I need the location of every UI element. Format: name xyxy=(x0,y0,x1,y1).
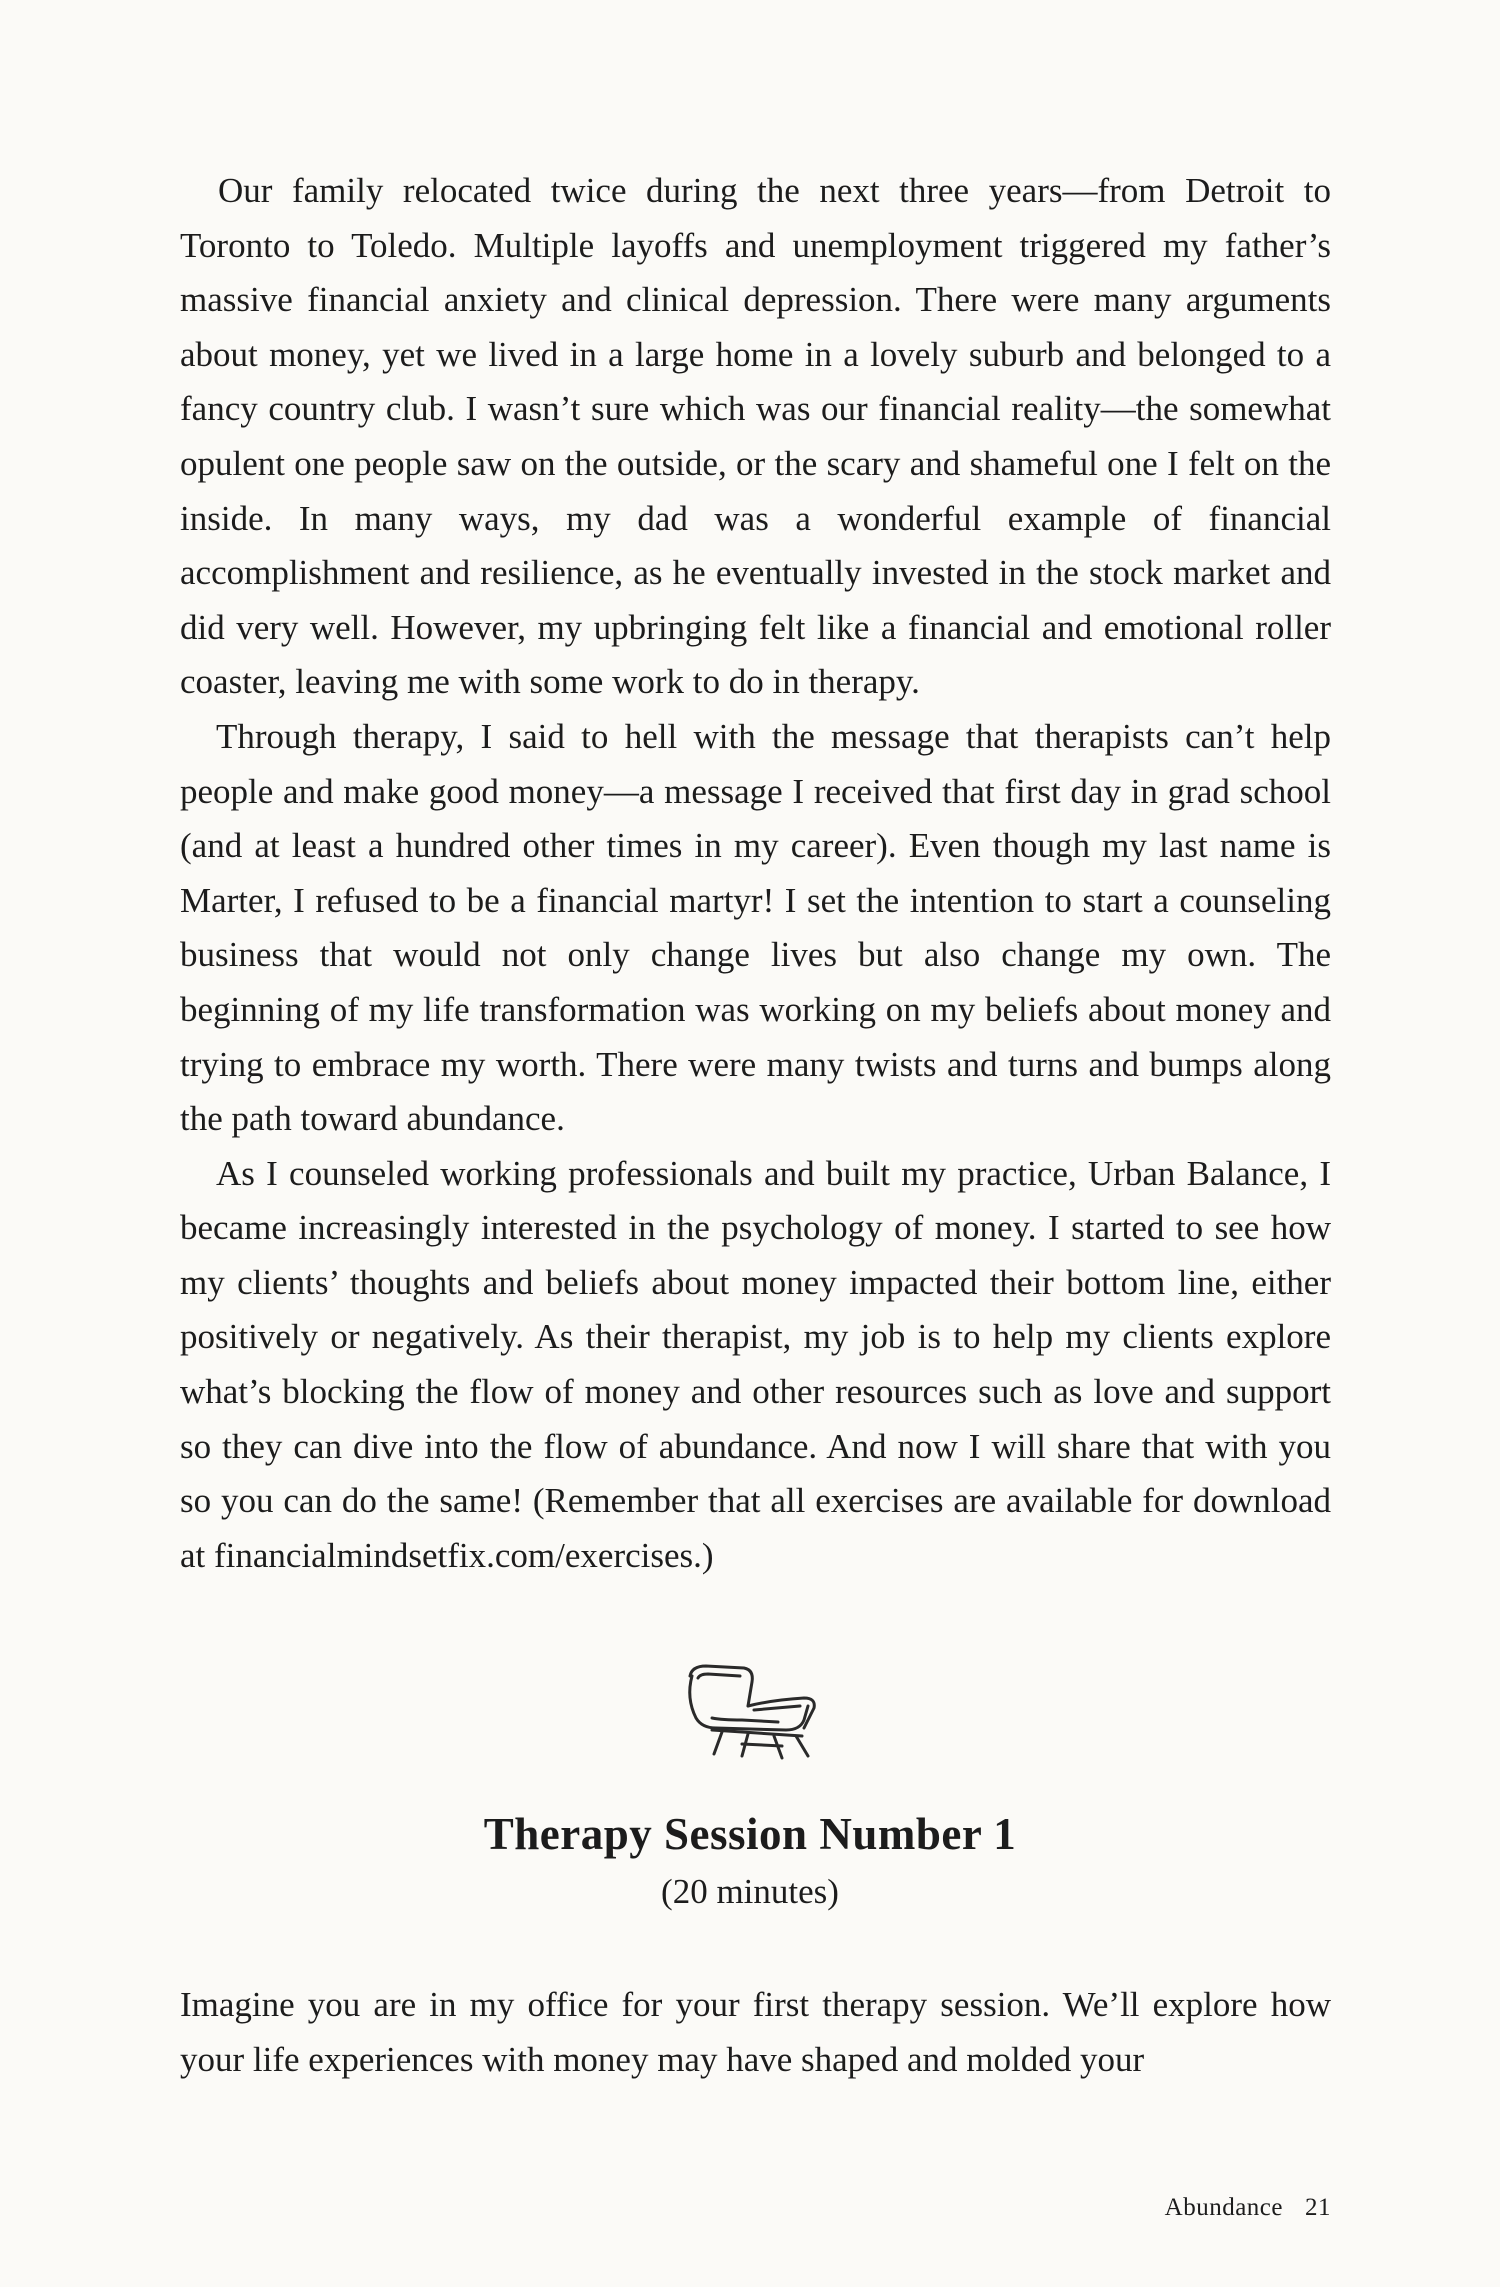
armchair-icon xyxy=(682,1658,830,1768)
running-section-title: Abundance xyxy=(1164,2194,1283,2221)
session-intro-block xyxy=(180,1978,1331,2087)
session-intro-paragraph: Imagine you are in my office for your first therapy session. We’ll explore how your life experiences with money may have shaped and molded your xyxy=(180,1985,1331,2079)
page-number: 21 xyxy=(1305,2194,1331,2221)
session-duration: (20 minutes) xyxy=(661,1872,839,1911)
page-footer xyxy=(1165,2190,1331,2226)
body-text xyxy=(180,164,1331,1583)
paragraph-through-therapy: Through therapy, I said to hell with the message that therapists can’t help people and make good money—a message I received that first day in grad school (and at least a hundred other times in my career). Even though my last name is Marter, I refused to be a financial martyr! I set the intention to start a counseling business that would not only change lives but also change my own. The beginning of my life transformation was working on my beliefs about money and trying to embrace my worth. There were many twists and turns and bumps along the path toward abundance. xyxy=(180,716,1331,1139)
paragraph-family-relocation: Our family relocated twice during the next three years—from Detroit to Toronto to Toledo. Multiple layoffs and unemployment triggered my father’s massive financial anxiety and clinical depression. There were many arguments about money, yet we lived in a large home in a lovely suburb and belonged to a fancy country club. I wasn’t sure which was our financial reality—the somewhat opulent one people saw on the outside, or the scary and shameful one I felt on the inside. In many ways, my dad was a wonderful example of financial accomplishment and resilience, as he eventually invested in the stock market and did very well. However, my upbringing felt like a financial and emotional roller coaster, leaving me with some work to do in therapy. xyxy=(180,171,1331,702)
session-title: Therapy Session Number 1 xyxy=(483,1809,1017,1859)
paragraph-psychology-of-money: As I counseled working professionals and built my practice, Urban Balance, I became increasingly interested in the psychology of money. I started to see how my clients’ thoughts and beliefs about money impacted their bottom line, either positively or negatively. As their therapist, my job is to help my clients explore what’s blocking the flow of money and other resources such as love and support so they can dive into the flow of abundance. And now I will share that with you so you can do the same! (Remember that all exercises are available for download at financialmindsetfix.com/exercises.) xyxy=(180,1153,1331,1575)
